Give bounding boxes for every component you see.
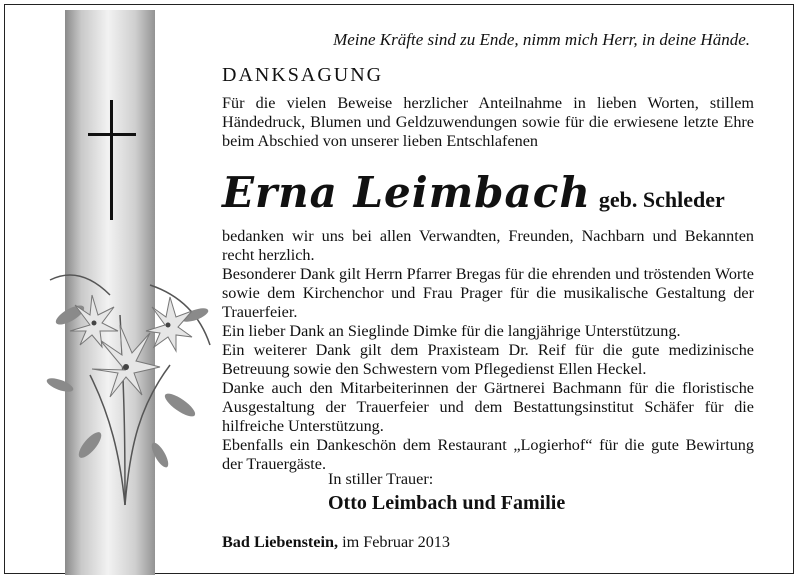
place: Bad Liebenstein, [222,533,339,551]
paragraph: Danke auch den Mitarbeiterinnen der Gärtnerei Bachmann für die floristische Ausgestaltung der Trauerfeier und dem Bestattungsinstitut Schäfer für die hilfreiche Unterstützung. [222,379,754,435]
deceased-name-line [222,168,762,217]
paragraph: bedanken wir uns bei allen Verwandten, Freunden, Nachbarn und Bekannten recht herzlich. [222,227,754,264]
lily-bouquet-icon [30,255,220,515]
page-title: DANKSAGUNG [222,64,384,86]
motto: Meine Kräfte sind zu Ende, nimm mich Herr, in deine Hände. [333,30,750,49]
thanks-body [222,227,754,474]
cross-icon [88,100,136,220]
date: im Februar 2013 [342,533,450,551]
deceased-name: Erna Leimbach [222,168,591,217]
paragraph: Ein lieber Dank an Sieglinde Dimke für die langjährige Unterstützung. [222,322,681,340]
maiden-name: geb. Schleder [598,187,725,212]
place-date [222,533,450,552]
family-signature: Otto Leimbach und Familie [328,492,566,514]
closing-label: In stiller Trauer: [328,470,434,488]
paragraph: Besonderer Dank gilt Herrn Pfarrer Bregas für die ehrenden und tröstenden Worte sowie dem Kirchenchor und Frau Prager für die musikalische Gestaltung der Trauerfeier. [222,265,754,321]
paragraph: Ein weiterer Dank gilt dem Praxisteam Dr. Reif für die gute medizinische Betreuung sowie den Schwestern vom Pflegedienst Ellen Heckel. [222,341,754,378]
intro-text: Für die vielen Beweise herzlicher Anteilnahme in lieben Worten, stillem Händedruck, Blumen und Geldzuwendungen sowie für die erwiesene letzte Ehre beim Abschied von unserer lieben Entschlafenen [222,94,754,150]
paragraph: Ebenfalls ein Dankeschön dem Restaurant „Logierhof“ für die gute Bewirtung der Trauergäste. [222,436,754,473]
